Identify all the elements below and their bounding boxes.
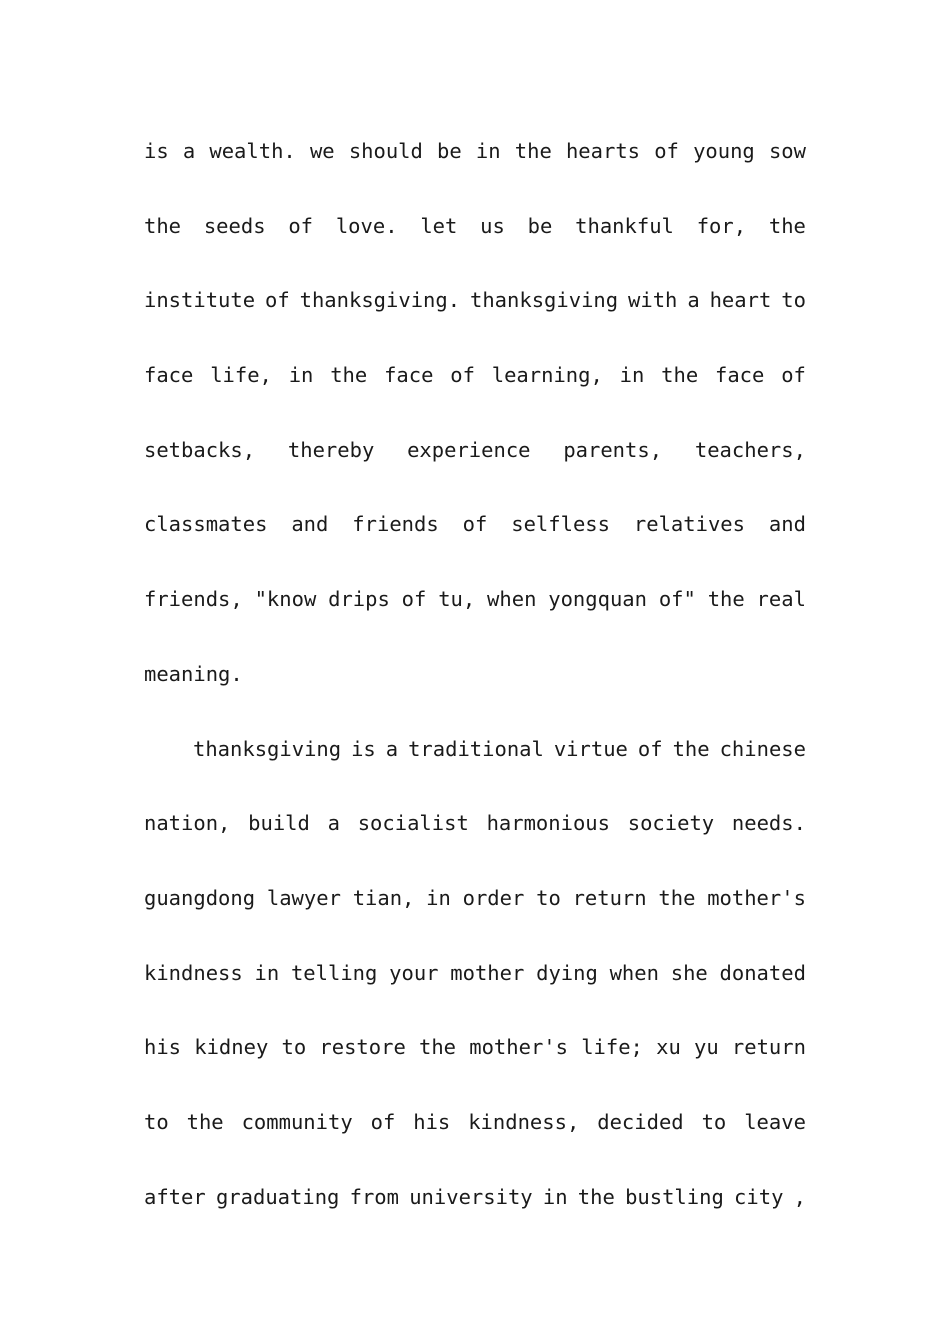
word: the	[419, 1035, 457, 1060]
word: in	[475, 139, 501, 163]
word: young	[693, 139, 755, 163]
word: be	[437, 139, 462, 163]
word: when	[609, 960, 659, 985]
word: of	[450, 363, 475, 388]
word: university	[409, 1184, 533, 1209]
word: the	[144, 213, 182, 238]
text-line	[144, 487, 806, 562]
word: build	[248, 811, 310, 836]
word: is	[144, 139, 169, 163]
word: be	[527, 213, 553, 238]
text-line	[144, 712, 806, 787]
word: yu	[694, 1035, 719, 1060]
word: a	[327, 811, 340, 836]
word: the	[186, 1109, 224, 1134]
word: of	[265, 288, 290, 313]
word: face	[715, 363, 765, 388]
word: should	[348, 139, 423, 163]
word: the	[707, 587, 745, 612]
text-line	[144, 1010, 806, 1085]
word: to	[281, 1035, 307, 1060]
word: return	[572, 885, 647, 910]
word: is	[351, 736, 376, 761]
word: face	[144, 363, 194, 388]
word: after	[144, 1184, 206, 1209]
word: a	[385, 736, 399, 761]
word: traditional	[408, 736, 544, 761]
word: life;	[581, 1035, 643, 1060]
word: harmonious	[486, 811, 610, 836]
word: real	[756, 587, 806, 612]
word: of	[781, 363, 806, 388]
word: tian,	[352, 885, 415, 910]
word: selfless	[511, 512, 610, 537]
word: tu,	[438, 587, 476, 612]
word: the	[577, 1184, 615, 1209]
word: bustling	[625, 1184, 724, 1209]
word: of"	[658, 587, 696, 612]
word: when	[487, 587, 537, 612]
word: sow	[768, 139, 806, 163]
word: in	[426, 885, 451, 910]
word: life,	[210, 363, 272, 388]
word: community	[241, 1109, 353, 1134]
word: friends,	[144, 587, 243, 612]
word: let	[420, 213, 458, 238]
word: the	[661, 363, 699, 388]
word: mother	[450, 960, 525, 985]
word: graduating	[215, 1184, 340, 1209]
word: setbacks,	[144, 437, 256, 462]
word: in	[288, 363, 314, 388]
text-line	[144, 861, 806, 936]
word: the	[768, 213, 806, 238]
word: kindness,	[468, 1109, 580, 1134]
word: the	[330, 363, 368, 388]
word: the	[514, 139, 552, 163]
word: yongquan	[548, 587, 647, 612]
word: city	[734, 1184, 784, 1209]
word: needs.	[731, 811, 806, 836]
word: nation,	[144, 811, 231, 836]
word: leave	[744, 1109, 806, 1134]
word: donated	[719, 960, 806, 985]
word: thanksgiving	[193, 736, 342, 761]
word: ,	[793, 1184, 806, 1209]
word: the	[658, 885, 696, 910]
word: classmates	[144, 512, 268, 537]
text-line	[144, 413, 806, 488]
word: of	[370, 1109, 396, 1134]
word: of	[637, 736, 663, 761]
text-line	[144, 1085, 806, 1160]
text-line: meaning.	[144, 661, 243, 686]
word: guangdong	[144, 885, 256, 910]
word: in	[542, 1184, 568, 1209]
word: from	[349, 1184, 399, 1209]
word: relatives	[633, 512, 745, 537]
word: kindness	[144, 960, 243, 985]
word: wealth.	[209, 139, 296, 163]
word: learning,	[491, 363, 603, 388]
word: in	[254, 960, 280, 985]
word: dying	[536, 960, 598, 985]
text-line	[144, 562, 806, 637]
word: your	[389, 960, 439, 985]
document-body	[144, 114, 806, 1234]
word: institute	[144, 288, 256, 313]
word: lawyer	[266, 885, 341, 910]
word: kidney	[194, 1035, 269, 1060]
word: chinese	[719, 736, 806, 761]
word: to	[536, 885, 561, 910]
word: seeds	[203, 213, 266, 238]
word: in	[619, 363, 645, 388]
text-line	[144, 936, 806, 1011]
word: society	[627, 811, 715, 836]
word: virtue	[553, 736, 628, 761]
word: teachers,	[694, 437, 806, 462]
word: of	[654, 139, 679, 163]
word: thanksgiving.	[299, 288, 461, 313]
word: heart	[709, 288, 772, 313]
word: us	[480, 213, 505, 238]
word: order	[462, 885, 525, 910]
word: his	[413, 1109, 451, 1134]
word: parents,	[563, 437, 663, 462]
word: of	[462, 512, 488, 537]
word: his	[144, 1035, 182, 1060]
word: drips	[328, 587, 390, 612]
word: "know	[254, 587, 317, 612]
word: thankful	[575, 213, 674, 238]
word: friends	[352, 512, 439, 537]
word: for,	[696, 213, 747, 238]
word: and	[291, 512, 329, 537]
word: love.	[335, 213, 398, 238]
word: of	[288, 213, 314, 238]
word: xu	[656, 1035, 681, 1060]
word: and	[768, 512, 806, 537]
word: thereby	[287, 437, 375, 462]
word: mother's	[707, 885, 806, 910]
word: to	[701, 1109, 727, 1134]
word: telling	[290, 960, 378, 985]
word: to	[781, 288, 806, 313]
word: she	[670, 960, 708, 985]
word: to	[144, 1109, 169, 1134]
word: a	[182, 139, 196, 163]
word: hearts	[565, 139, 641, 163]
word: we	[309, 139, 335, 163]
word: mother's	[469, 1035, 568, 1060]
text-line	[144, 1160, 806, 1235]
text-line	[144, 786, 806, 861]
text-line	[144, 338, 806, 413]
word: a	[687, 288, 700, 313]
word: thanksgiving	[470, 288, 619, 313]
word: return	[731, 1035, 806, 1060]
word: socialist	[357, 811, 469, 836]
word: the	[672, 736, 710, 761]
text-line	[144, 114, 806, 189]
word: face	[384, 363, 434, 388]
word: decided	[597, 1109, 684, 1134]
text-line	[144, 263, 806, 338]
word: experience	[407, 437, 531, 462]
text-line	[144, 189, 806, 264]
word: with	[628, 288, 678, 313]
word: restore	[319, 1035, 406, 1060]
word: of	[401, 587, 427, 612]
